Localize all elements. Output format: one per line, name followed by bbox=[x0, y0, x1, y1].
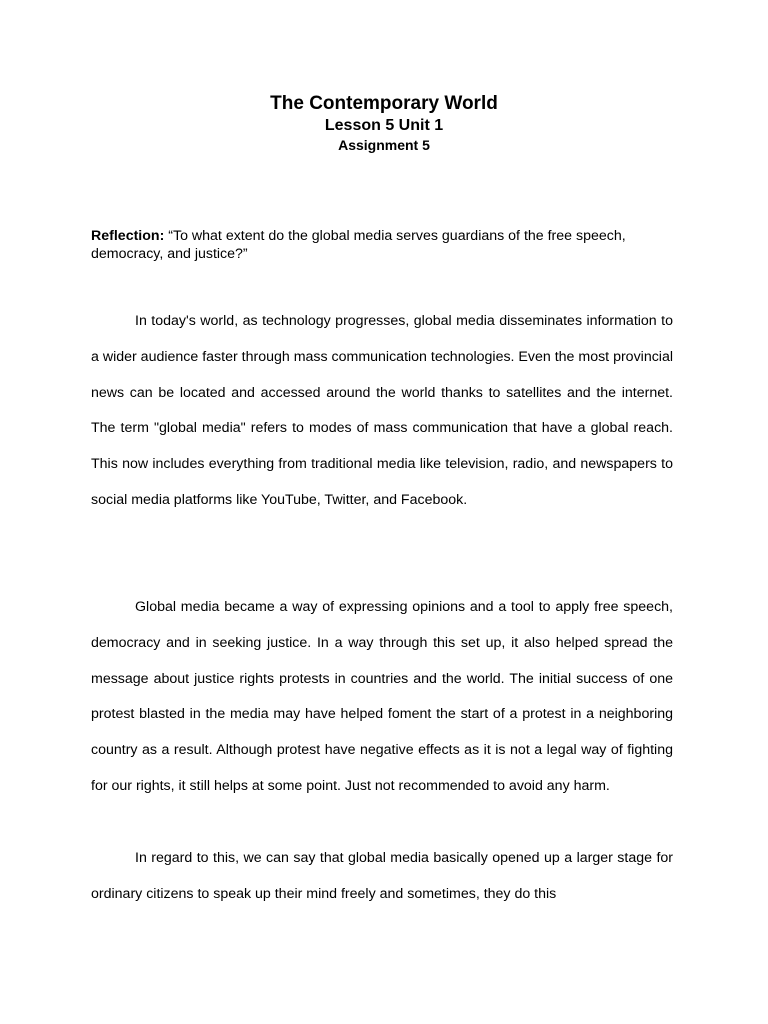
body-paragraph-2: Global media became a way of expressing opinions and a tool to apply free speech, democracy and in seeking justice. In a way through this set up, it also helped spread the message about justice rights protests in countries and the world. The initial success of one protest blasted in the media may have helped foment the start of a protest in a neighboring country as a result. Although protest have negative effects as it is not a legal way of fighting for our rights, it still helps at some point. Just not recommended to avoid any harm. bbox=[91, 599, 673, 794]
document-title: The Contemporary World bbox=[270, 93, 498, 114]
reflection-question: “To what extent do the global media serves guardians of the free speech, democracy, and justice?” bbox=[91, 228, 626, 262]
reflection-label: Reflection: bbox=[91, 228, 165, 244]
document-header bbox=[0, 92, 768, 155]
assignment-subtitle: Assignment 5 bbox=[338, 137, 430, 153]
lesson-subtitle: Lesson 5 Unit 1 bbox=[324, 117, 444, 134]
reflection-prompt bbox=[91, 227, 677, 263]
body-paragraph-3: In regard to this, we can say that global media basically opened up a larger stage for ordinary citizens to speak up their mind freely and sometimes, they do this bbox=[91, 850, 673, 902]
body-paragraph-1: In today's world, as technology progresses, global media disseminates information to a wider audience faster through mass communication technologies. Even the most provincial news can be located and accessed around the world thanks to satellites and the internet. The term "global media" refers to modes of mass communication that have a global reach. This now includes everything from traditional media like television, radio, and newspapers to social media platforms like YouTube, Twitter, and Facebook. bbox=[91, 313, 673, 508]
